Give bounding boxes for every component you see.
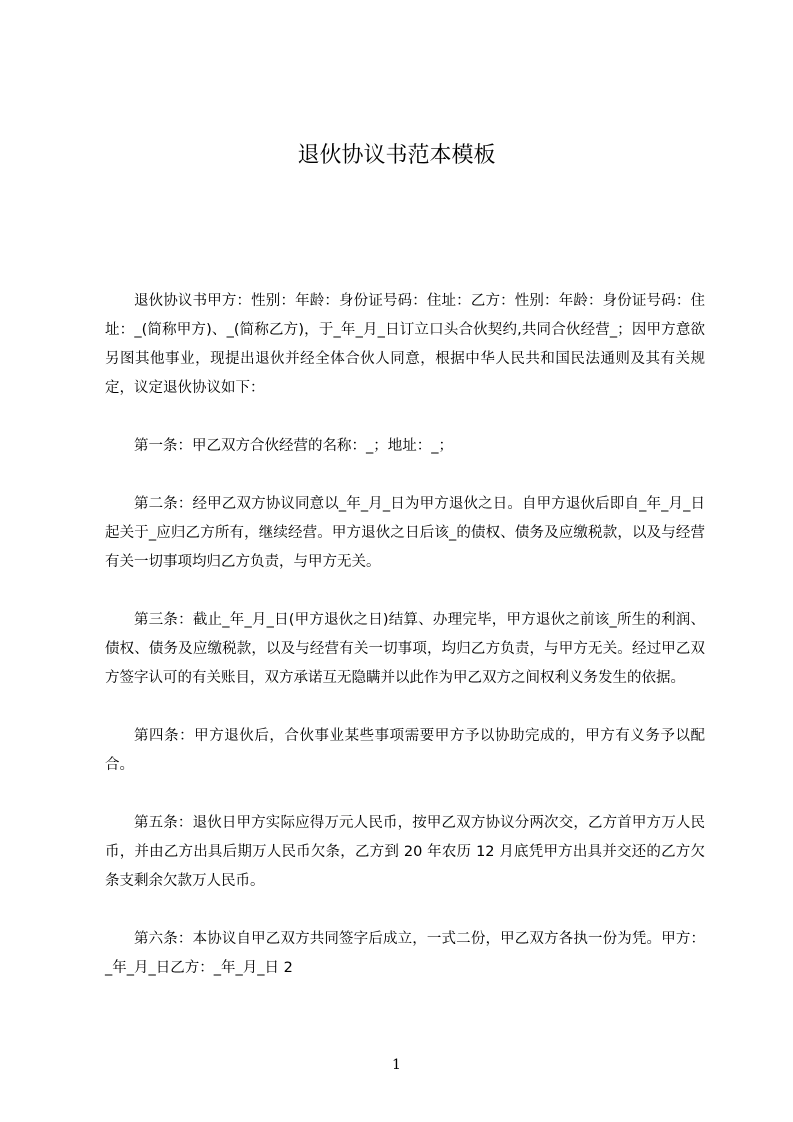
page-number: 1 [392, 1057, 401, 1073]
clause-1-paragraph: 第一条：甲乙双方合伙经营的名称：_；地址：_； [134, 438, 453, 454]
clause-5-paragraph: 第五条：退伙日甲方实际应得万元人民币，按甲乙双方协议分两次交，乙方首甲方万人民币，并由乙方出具后期万人民币欠条，乙方到 20 年农历 12 月底凭甲方出具并交还的乙方欠条支剩余欠款万人民币。 [105, 815, 705, 889]
signature-line: 甲方：_年_月_日乙方：_年_月_日 2 [105, 931, 706, 976]
document-body [105, 287, 705, 983]
document-title: 退伙协议书范本模板 [297, 143, 496, 168]
intro-paragraph: 退伙协议书甲方：性别：年龄：身份证号码：住址：乙方：性别：年龄：身份证号码：住址：_(简称甲方)、_(简称乙方)，于_年_月_日订立口头合伙契约,共同合伙经营_；因甲方意欲另图其他事业，现提出退伙并经全体合伙人同意，根据中华人民共和国民法通则及其有关规定，议定退伙协议如下： [105, 293, 705, 396]
clause-6-paragraph [105, 925, 705, 983]
clause-4-paragraph: 第四条：甲方退伙后，合伙事业某些事项需要甲方予以协助完成的，甲方有义务予以配合。 [105, 728, 705, 773]
clause-3-paragraph: 第三条：截止_年_月_日(甲方退伙之日)结算、办理完毕，甲方退伙之前该_所生的利润、债权、债务及应缴税款，以及与经营有关一切事项，均归乙方负责，与甲方无关。经过甲乙双方签字认可的有关账目，双方承诺互无隐瞒并以此作为甲乙双方之间权利义务发生的依据。 [105, 612, 705, 686]
clause-2-paragraph: 第二条：经甲乙双方协议同意以_年_月_日为甲方退伙之日。自甲方退伙后即自_年_月_日起关于_应归乙方所有，继续经营。甲方退伙之日后该_的债权、债务及应缴税款，以及与经营有关一切事项均归乙方负责，与甲方无关。 [105, 496, 705, 570]
clause-6-text: 第六条：本协议自甲乙双方共同签字后成立，一式二份，甲乙双方各执一份为凭。 [134, 931, 662, 947]
